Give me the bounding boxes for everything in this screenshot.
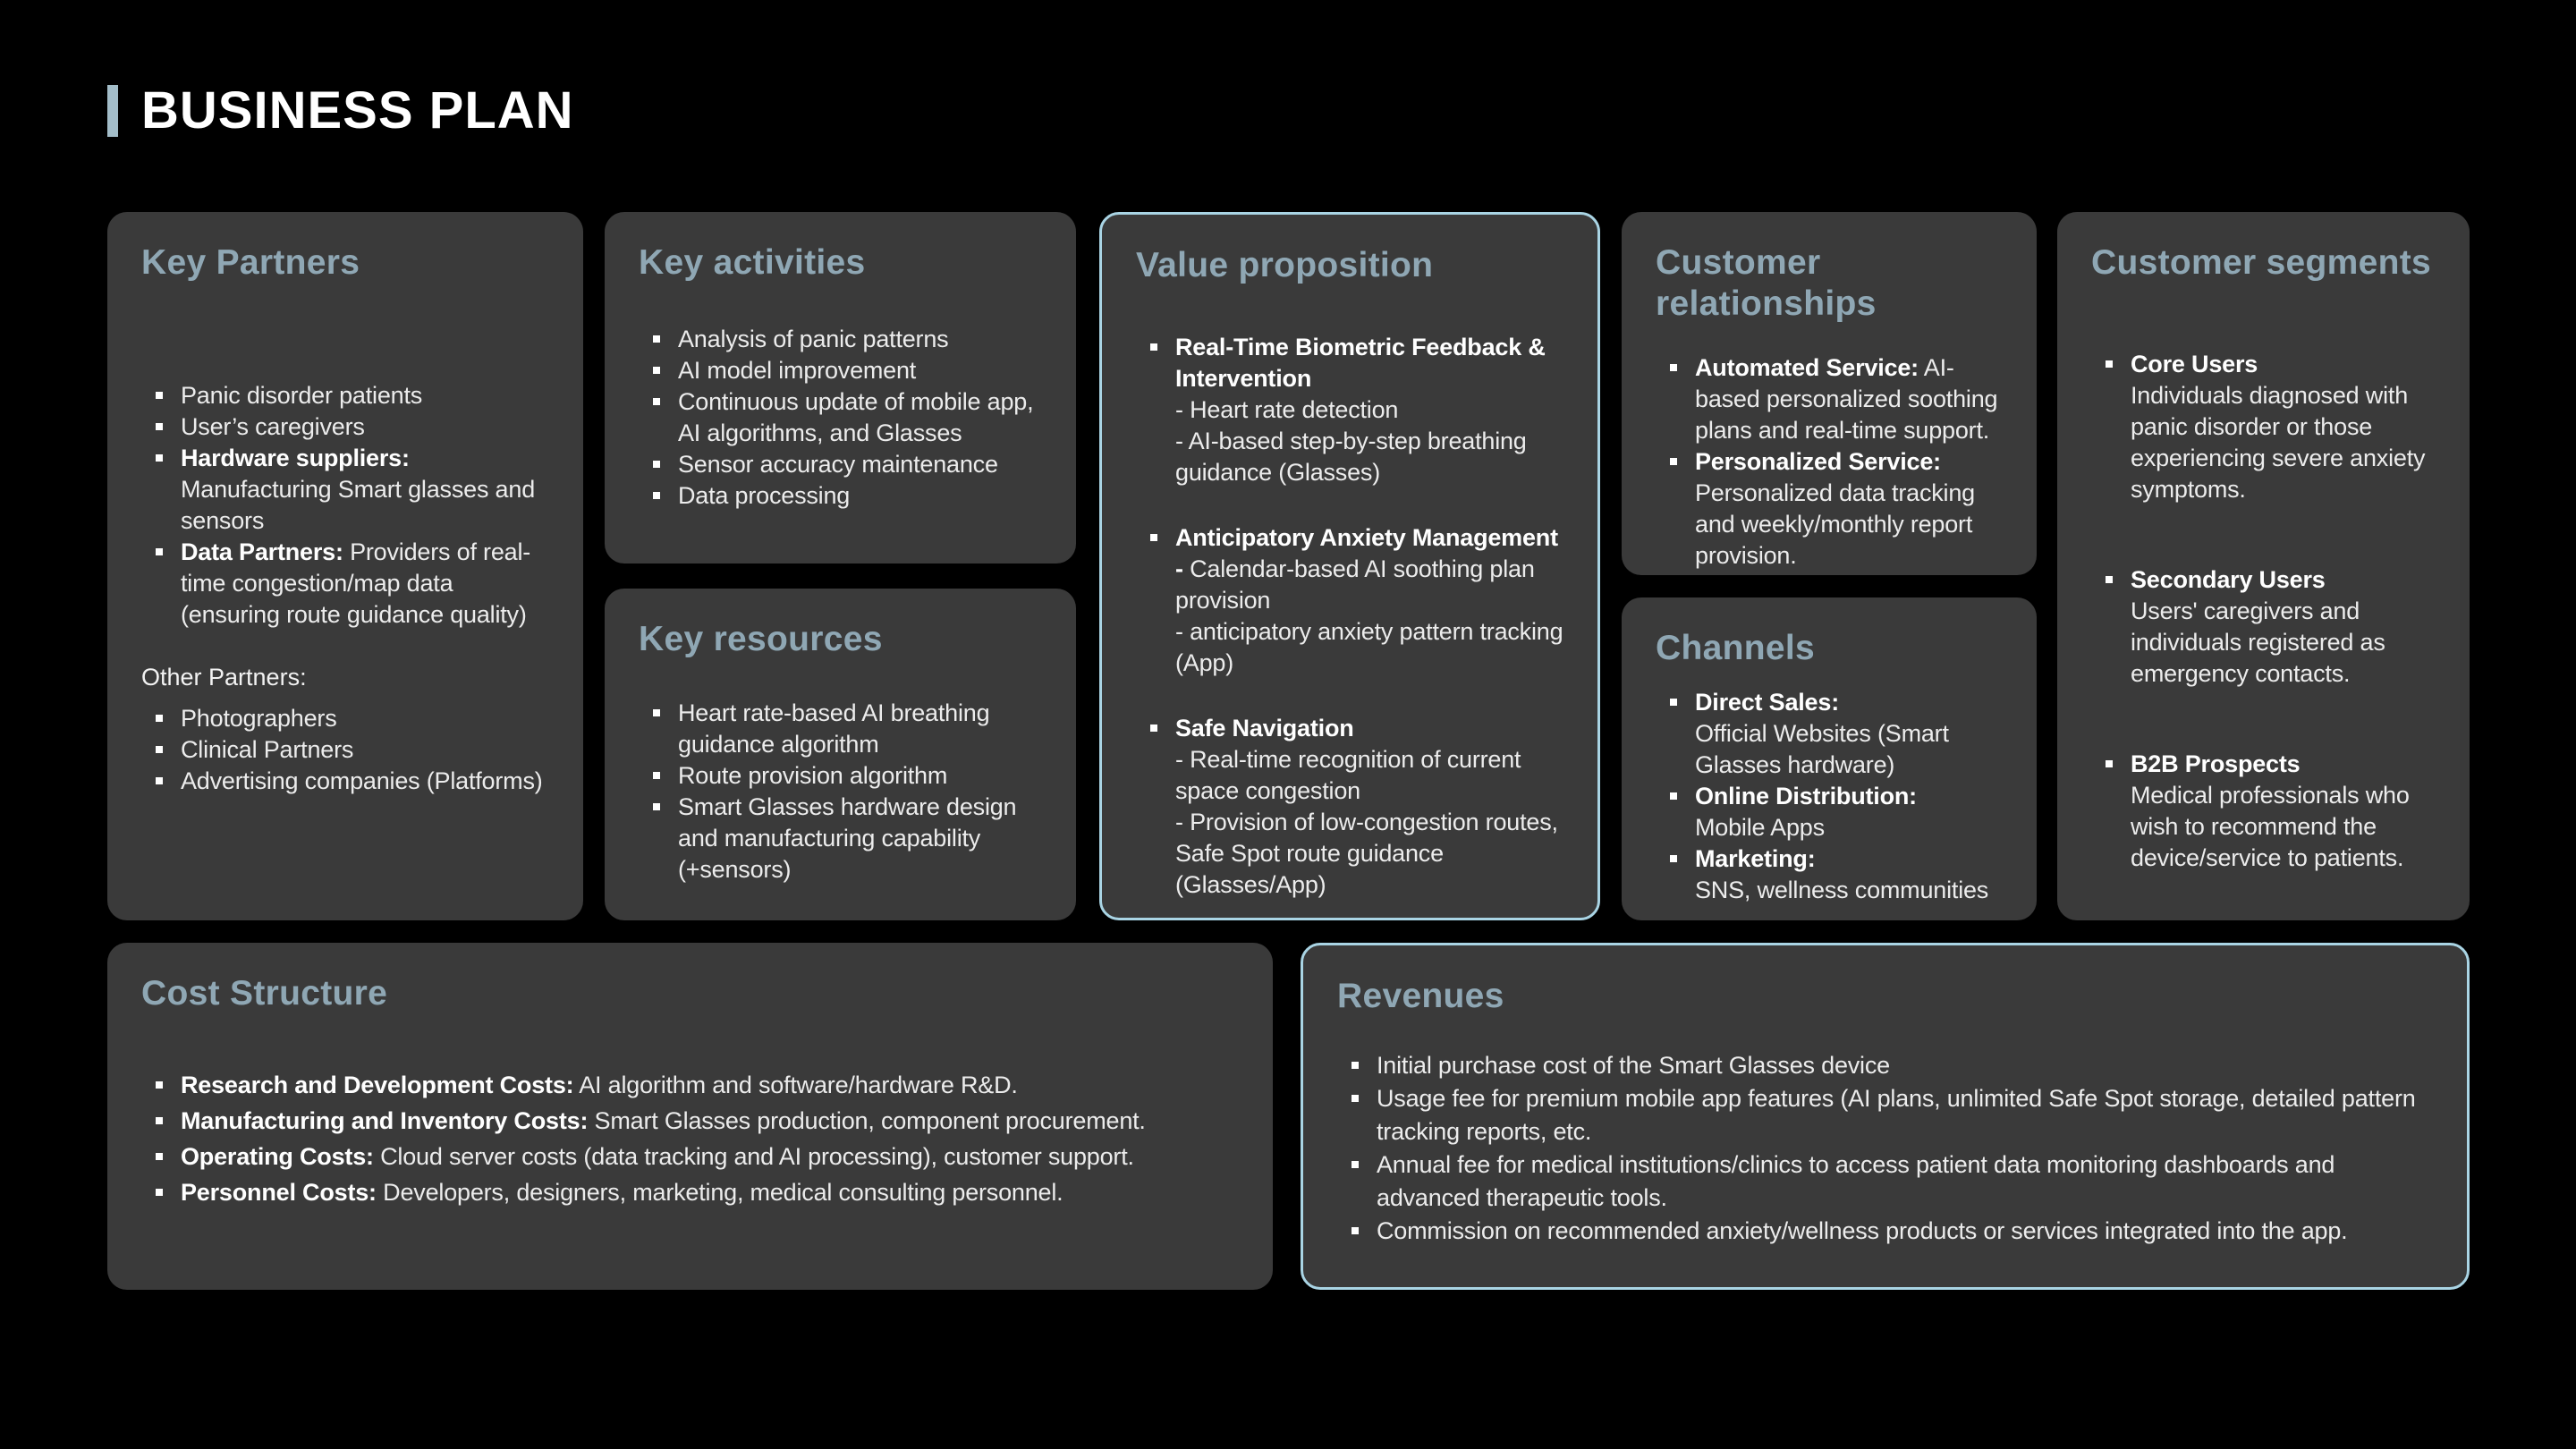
item-bold: Manufacturing and Inventory Costs: <box>181 1107 589 1134</box>
revenues-list <box>1337 1049 2433 1248</box>
card-title-key-resources: Key resources <box>639 620 883 658</box>
list-item: Photographers <box>141 703 549 734</box>
item-bold: Personalized Service: <box>1695 448 1941 475</box>
item-text: Cloud server costs (data tracking and AI processing), customer support. <box>373 1143 1134 1170</box>
segment-group <box>2091 349 2436 505</box>
group-line: - anticipatory anxiety pattern tracking (App) <box>1175 618 1563 676</box>
item-text: Manufacturing Smart glasses and sensors <box>181 476 536 534</box>
key-activities-list <box>639 324 1042 512</box>
list-item: Heart rate-based AI breathing guidance algorithm <box>639 698 1042 760</box>
group-bold: Real-Time Biometric Feedback & Intervention <box>1175 334 1546 392</box>
card-key-activities <box>605 212 1076 564</box>
list-item <box>141 411 549 443</box>
value-proposition-groups <box>1136 332 1563 901</box>
item-bold: Operating Costs: <box>181 1143 374 1170</box>
card-title-channels: Channels <box>1656 629 1815 667</box>
item-bold: Personnel Costs: <box>181 1179 377 1206</box>
segment-name: B2B Prospects <box>2131 750 2301 777</box>
segment-text: Users' caregivers and individuals registered as emergency contacts. <box>2131 597 2385 687</box>
card-channels <box>1622 597 2037 920</box>
value-prop-group <box>1136 522 1563 679</box>
group-line: - Provision of low-congestion routes, Safe Spot route guidance (Glasses/App) <box>1175 809 1558 898</box>
group-bold: Anticipatory Anxiety Management - <box>1175 524 1558 582</box>
list-item: Smart Glasses hardware design and manufacturing capability (+sensors) <box>639 792 1042 886</box>
key-partners-list <box>141 380 549 631</box>
card-customer-relationships <box>1622 212 2037 575</box>
item-bold: Marketing: <box>1695 845 1816 872</box>
list-item <box>141 1141 1239 1173</box>
list-item: Continuous update of mobile app, AI algorithms, and Glasses <box>639 386 1042 449</box>
card-value-proposition <box>1099 212 1600 920</box>
other-partners-subheading: Other Partners: <box>141 664 307 691</box>
item-text: Mobile Apps <box>1695 814 1825 841</box>
card-revenues <box>1301 943 2470 1290</box>
card-title-value-proposition: Value proposition <box>1136 246 1434 284</box>
item-text: Providers of real-time congestion/map data (ensuring route guidance quality) <box>181 538 531 628</box>
list-item <box>1656 781 2003 843</box>
list-item <box>141 443 549 537</box>
segment-name: Secondary Users <box>2131 566 2326 593</box>
list-item <box>141 537 549 631</box>
card-cost-structure <box>107 943 1273 1290</box>
page-title: BUSINESS PLAN <box>141 81 574 140</box>
item-bold: Hardware suppliers: <box>181 445 410 471</box>
item-text: User’s caregivers <box>181 413 365 440</box>
card-title-key-partners: Key Partners <box>141 243 360 282</box>
list-item <box>1656 446 2003 572</box>
list-item <box>141 380 549 411</box>
item-bold: Automated Service: <box>1695 354 1919 381</box>
item-bold: Data Partners: <box>181 538 343 565</box>
card-title-revenues: Revenues <box>1337 977 1504 1015</box>
card-title-customer-segments: Customer segments <box>2091 243 2432 282</box>
list-item <box>1656 687 2003 781</box>
list-item <box>141 1106 1239 1137</box>
channels-list <box>1656 687 2003 906</box>
card-customer-segments <box>2057 212 2470 920</box>
list-item: Advertising companies (Platforms) <box>141 766 549 797</box>
item-text: Panic disorder patients <box>181 382 423 409</box>
item-bold: Direct Sales: <box>1695 689 1839 716</box>
list-item: Commission on recommended anxiety/wellness products or services integrated into the app. <box>1337 1215 2433 1248</box>
key-resources-list <box>639 698 1042 886</box>
group-line: - Heart rate detection <box>1175 396 1399 423</box>
customer-relationships-list <box>1656 352 2003 572</box>
list-item <box>141 1177 1239 1208</box>
segment-name: Core Users <box>2131 351 2258 377</box>
list-item: Data processing <box>639 480 1042 512</box>
item-text: AI-based personalized soothing plans and real-time support. <box>1695 354 1998 444</box>
item-text: Official Websites (Smart Glasses hardware) <box>1695 720 1949 778</box>
list-item <box>1656 352 2003 446</box>
customer-segments-groups <box>2091 349 2436 874</box>
item-text: SNS, wellness communities <box>1695 877 1989 903</box>
card-key-resources <box>605 589 1076 920</box>
value-prop-group <box>1136 713 1563 901</box>
cost-structure-list <box>141 1070 1239 1208</box>
group-text: Calendar-based AI soothing plan provision <box>1175 555 1535 614</box>
group-line: - AI-based step-by-step breathing guidance (Glasses) <box>1175 428 1527 486</box>
list-item: AI model improvement <box>639 355 1042 386</box>
list-item: Analysis of panic patterns <box>639 324 1042 355</box>
segment-group <box>2091 564 2436 690</box>
list-item <box>141 1070 1239 1101</box>
group-line: - Real-time recognition of current space congestion <box>1175 746 1521 804</box>
item-text: Personalized data tracking and weekly/monthly report provision. <box>1695 479 1975 569</box>
title-accent-bar <box>107 85 118 137</box>
list-item: Sensor accuracy maintenance <box>639 449 1042 480</box>
other-partners-list <box>141 703 549 797</box>
segment-group <box>2091 749 2436 874</box>
list-item: Usage fee for premium mobile app features (AI plans, unlimited Safe Spot storage, detailed pattern tracking reports, etc. <box>1337 1082 2433 1148</box>
page-header <box>107 80 574 140</box>
segment-text: Medical professionals who wish to recommend the device/service to patients. <box>2131 782 2410 871</box>
item-text: Developers, designers, marketing, medical consulting personnel. <box>376 1179 1063 1206</box>
card-title-customer-relationships: Customer relationships <box>1656 243 1877 323</box>
card-title-key-activities: Key activities <box>639 243 866 282</box>
item-bold: Research and Development Costs: <box>181 1072 574 1098</box>
list-item: Route provision algorithm <box>639 760 1042 792</box>
item-bold: Online Distribution: <box>1695 783 1917 809</box>
list-item: Initial purchase cost of the Smart Glasses device <box>1337 1049 2433 1082</box>
item-text: Smart Glasses production, component procurement. <box>588 1107 1146 1134</box>
list-item: Annual fee for medical institutions/clinics to access patient data monitoring dashboards and advanced therapeutic tools. <box>1337 1148 2433 1215</box>
card-key-partners <box>107 212 583 920</box>
item-text: AI algorithm and software/hardware R&D. <box>573 1072 1018 1098</box>
value-prop-group <box>1136 332 1563 488</box>
card-title-cost-structure: Cost Structure <box>141 974 388 1013</box>
group-bold: Safe Navigation <box>1175 715 1354 741</box>
segment-text: Individuals diagnosed with panic disorder or those experiencing severe anxiety symptoms. <box>2131 382 2426 503</box>
list-item <box>1656 843 2003 906</box>
list-item: Clinical Partners <box>141 734 549 766</box>
